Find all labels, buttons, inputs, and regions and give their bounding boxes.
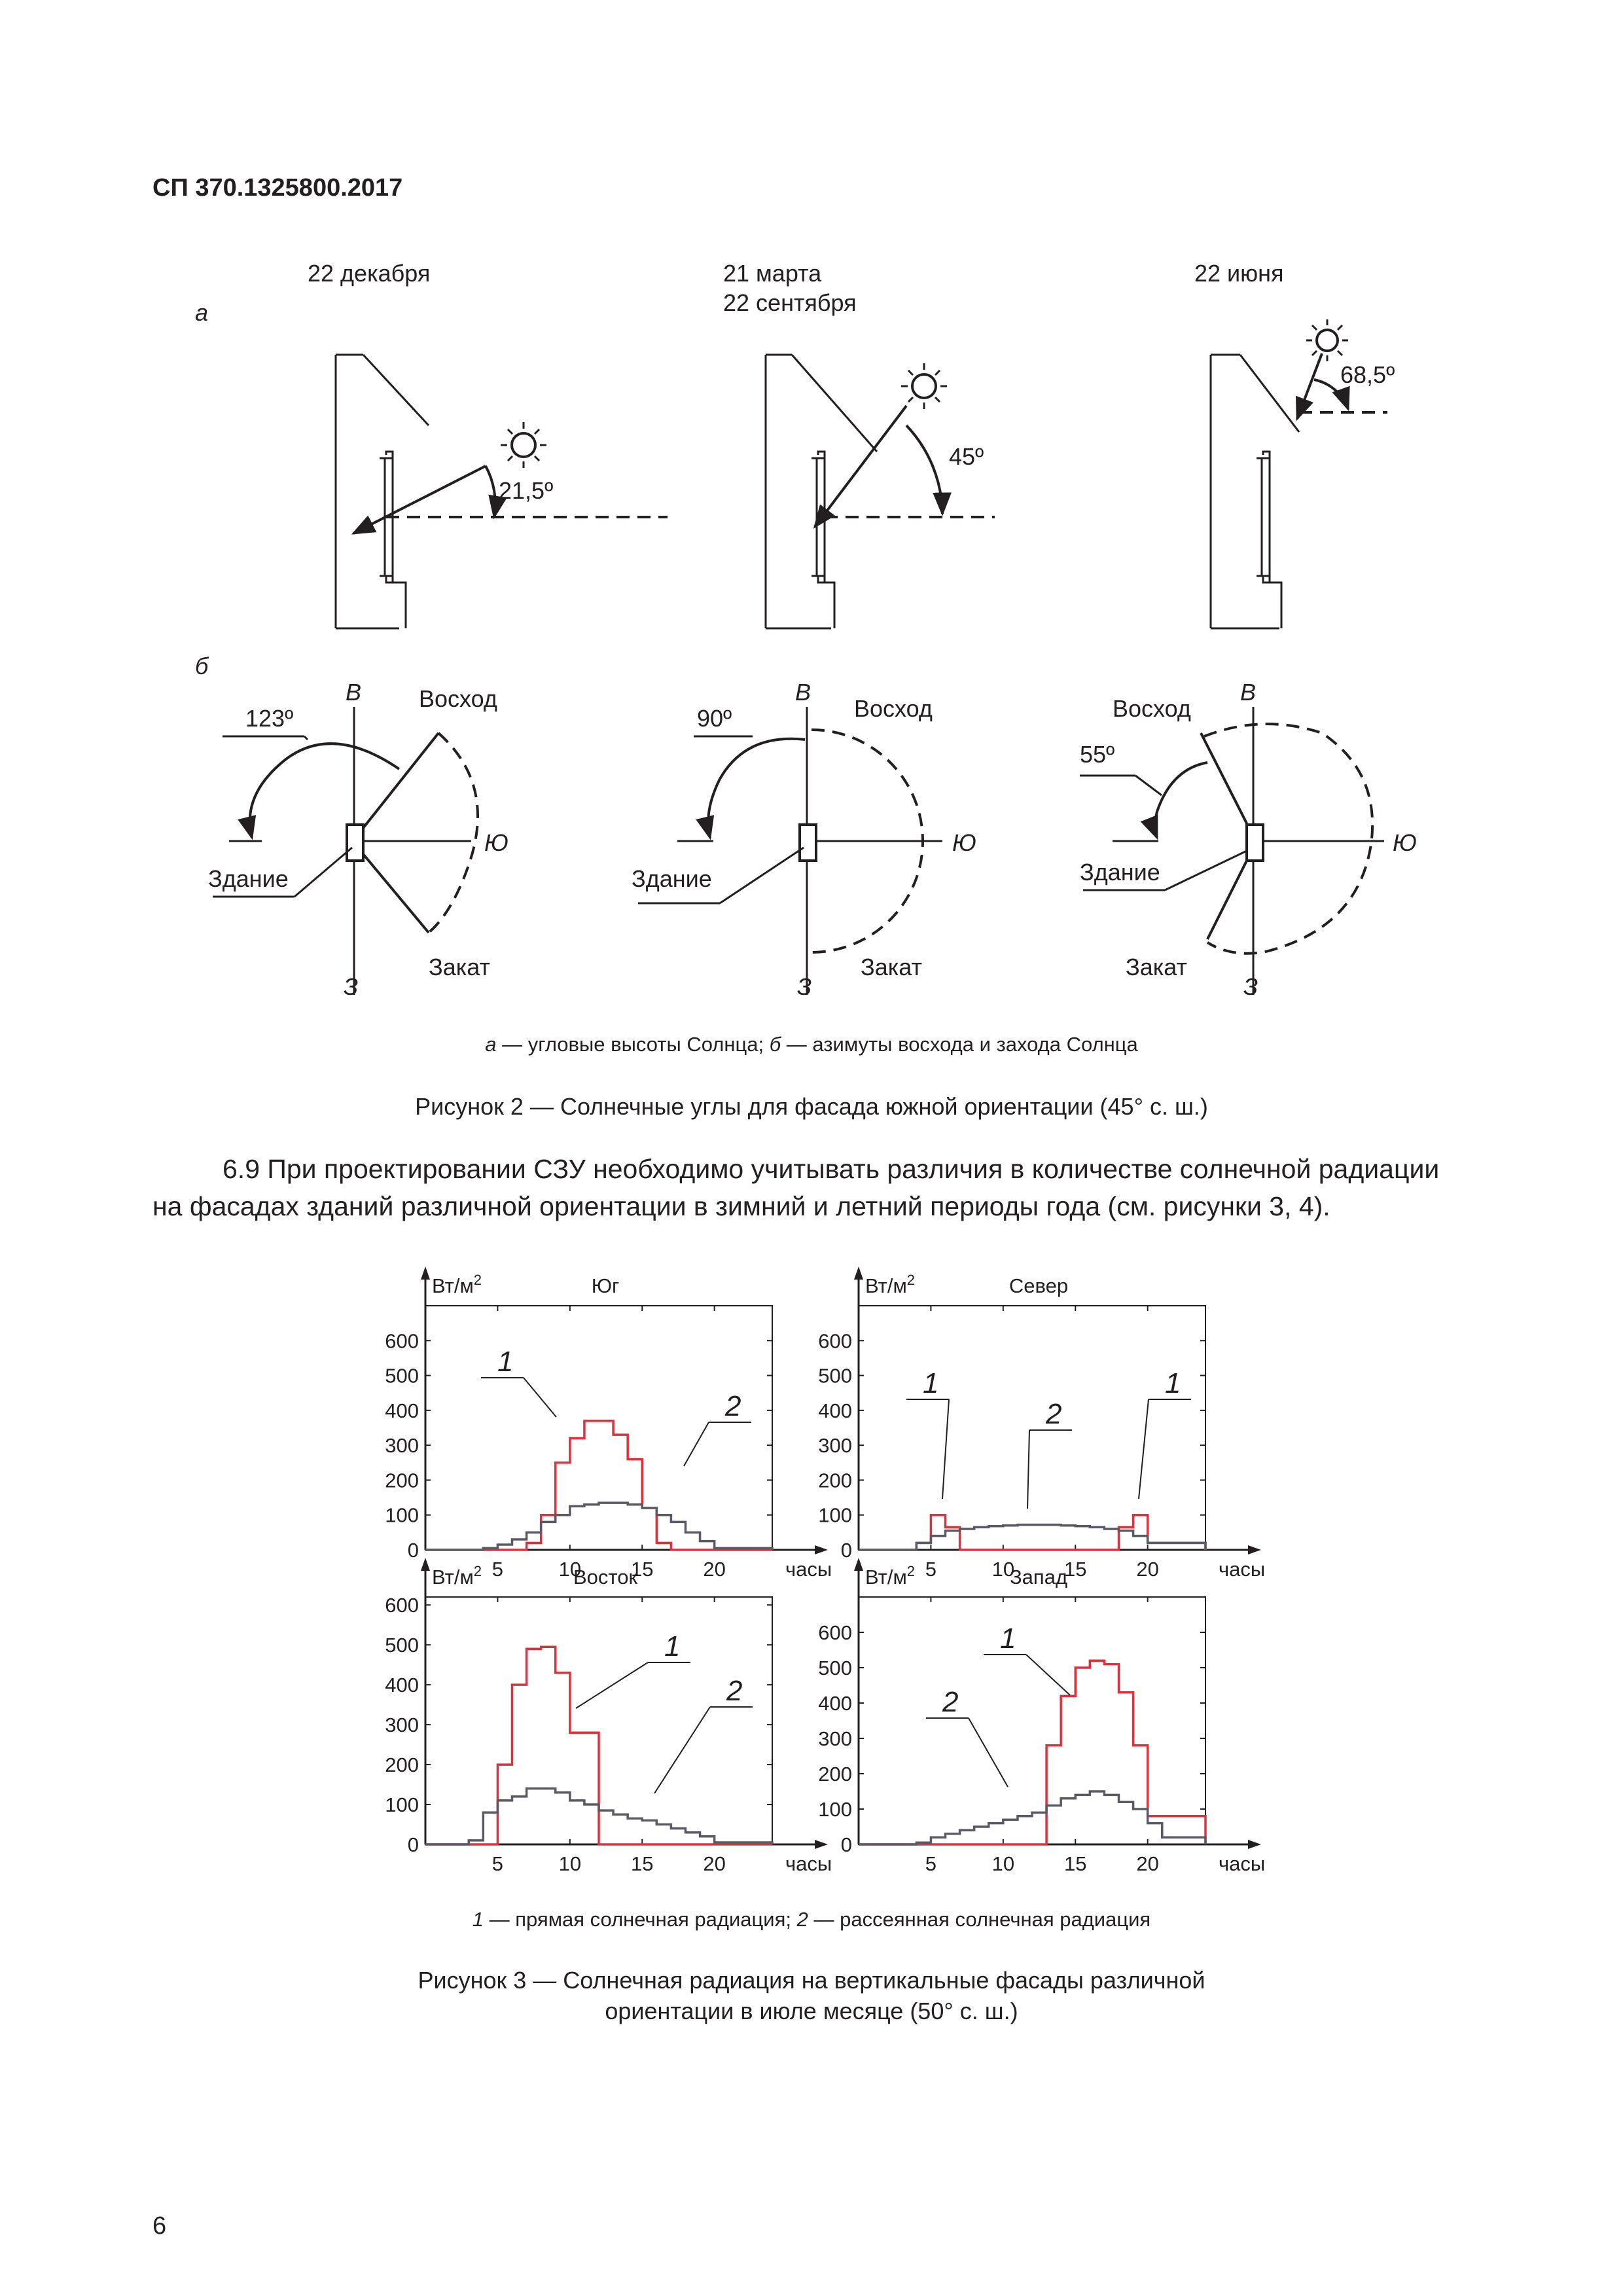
y-tick-label: 500 xyxy=(385,1364,419,1388)
x-unit-label: часы xyxy=(1219,1852,1266,1875)
x-tick-label: 20 xyxy=(1136,1852,1159,1875)
y-tick-label: 200 xyxy=(385,1469,419,1492)
angle-equinox: 45º xyxy=(949,443,984,470)
legend-a-label: а xyxy=(485,1033,497,1056)
y-tick-label: 300 xyxy=(818,1727,852,1750)
west-equinox: З xyxy=(797,973,812,1000)
y-tick-label: 600 xyxy=(385,1594,419,1617)
x-tick-label: 15 xyxy=(631,1852,654,1875)
date-sep: 22 сентября xyxy=(723,289,857,316)
callout-1-pointer xyxy=(1026,1655,1070,1695)
paragraph-line2: на фасадах зданий различной ориентации в зимний и летний периоды года (см. рисунки 3, 4). xyxy=(152,1191,1330,1221)
y-tick-label: 0 xyxy=(407,1539,419,1562)
sun-icon-equinox xyxy=(901,363,947,409)
legend-b-label: б xyxy=(769,1033,781,1056)
figure-3-charts xyxy=(0,1244,1623,1931)
series-2-line xyxy=(859,1525,1205,1550)
x-tick-label: 10 xyxy=(991,1852,1015,1875)
chart-0 xyxy=(385,1266,832,1581)
y-tick-label: 300 xyxy=(818,1434,852,1458)
sun-icon-jun xyxy=(1306,319,1348,361)
east-jun: В xyxy=(1240,679,1257,706)
x-tick-label: 20 xyxy=(703,1558,726,1581)
callout-1: 1 xyxy=(664,1630,681,1662)
x-tick-label: 10 xyxy=(558,1852,582,1875)
angle-dec: 21,5º xyxy=(499,477,554,504)
y-unit-label: $Вт/м^2$ xyxy=(432,1563,482,1588)
x-unit-label: часы xyxy=(1219,1558,1266,1581)
y-tick-label: 100 xyxy=(818,1503,852,1527)
date-mar: 21 марта xyxy=(723,260,822,287)
sun-icon-dec xyxy=(501,422,546,468)
x-tick-label: 15 xyxy=(1064,1558,1087,1581)
elevation-panel-equinox xyxy=(723,260,995,628)
y-arrow xyxy=(854,1558,863,1571)
y-tick-label: 600 xyxy=(818,1621,852,1644)
y-tick-label: 600 xyxy=(385,1329,419,1353)
azimuth-panel-equinox xyxy=(632,679,976,1000)
x-arrow xyxy=(815,1840,828,1849)
sunset-dec: Закат xyxy=(429,954,491,980)
chart-frame xyxy=(425,1306,772,1550)
callout-1: 1 xyxy=(923,1367,939,1399)
south-dec: Ю xyxy=(484,829,508,856)
x-tick-label: 5 xyxy=(925,1558,937,1581)
y-arrow xyxy=(854,1266,863,1280)
sunset-jun: Закат xyxy=(1126,954,1188,980)
y-tick-label: 500 xyxy=(818,1657,852,1679)
y-unit-sup: 2 xyxy=(906,1563,916,1579)
legend-2-text: — рассеянная солнечная радиация xyxy=(808,1908,1151,1931)
x-tick-label: 5 xyxy=(491,1558,504,1581)
chart-3 xyxy=(818,1558,1265,1875)
y-tick-label: 600 xyxy=(818,1329,852,1353)
y-arrow xyxy=(421,1558,430,1571)
sunrise-equinox: Восход xyxy=(854,695,933,722)
azimuth-panel-jun xyxy=(1080,679,1417,1000)
date-dec: 22 декабря xyxy=(308,260,431,287)
figure3-caption-1: Рисунок 3 — Солнечная радиация на вертикальные фасады различной xyxy=(418,1967,1205,1994)
figure2-legend xyxy=(0,1033,1623,1056)
document-header: СП 370.1325800.2017 xyxy=(152,174,403,202)
south-jun: Ю xyxy=(1393,829,1417,856)
legend-b-text: — азимуты восхода и захода Солнца xyxy=(781,1033,1138,1056)
west-dec: З xyxy=(344,973,359,1000)
elevation-panel-dec xyxy=(308,260,668,628)
figure3-legend xyxy=(0,1908,1623,1931)
callout-2-pointer xyxy=(654,1707,710,1793)
page-number: 6 xyxy=(152,2212,167,2240)
y-tick-label: 100 xyxy=(385,1503,419,1527)
series-1-line xyxy=(425,1647,772,1844)
figure-2 xyxy=(0,0,1623,1100)
legend-1-label: 1 xyxy=(472,1908,484,1931)
y-tick-label: 0 xyxy=(840,1539,852,1562)
series-2-line xyxy=(859,1791,1205,1844)
chart-2 xyxy=(385,1558,832,1875)
date-jun: 22 июня xyxy=(1194,260,1284,287)
west-jun: З xyxy=(1243,973,1258,1000)
series-1-line xyxy=(425,1421,772,1550)
az-angle-equinox: 90º xyxy=(697,705,732,732)
y-tick-label: 400 xyxy=(818,1692,852,1715)
y-tick-label: 400 xyxy=(818,1399,852,1422)
east-equinox: В xyxy=(795,679,812,706)
y-arrow xyxy=(421,1266,430,1280)
chart-title: Запад xyxy=(1009,1566,1068,1588)
az-angle-jun: 55º xyxy=(1080,741,1115,768)
legend-2-label: 2 xyxy=(796,1908,808,1931)
callout-2: 2 xyxy=(1046,1398,1062,1430)
y-tick-label: 100 xyxy=(385,1793,419,1817)
x-tick-label: 15 xyxy=(1064,1852,1087,1875)
paragraph-line1: 6.9 При проектировании СЗУ необходимо учитывать различия в количестве солнечной радиации xyxy=(223,1154,1440,1184)
y-tick-label: 0 xyxy=(840,1833,852,1856)
callout-1-pointer xyxy=(942,1399,949,1499)
y-tick-label: 200 xyxy=(818,1469,852,1492)
y-unit-label: $Вт/м^2$ xyxy=(865,1272,916,1297)
series-1-line xyxy=(859,1515,1205,1550)
y-tick-label: 200 xyxy=(385,1753,419,1777)
building-dec: Здание xyxy=(208,865,289,892)
chart-title: Юг xyxy=(591,1274,620,1297)
chart-frame xyxy=(859,1597,1205,1844)
east-dec: В xyxy=(346,679,362,706)
callout-2: 2 xyxy=(942,1686,959,1718)
callout-2-pointer xyxy=(969,1718,1008,1787)
x-unit-label: часы xyxy=(785,1558,832,1581)
callout-2-pointer xyxy=(684,1422,709,1466)
callout-2: 2 xyxy=(725,1390,741,1422)
building-equinox: Здание xyxy=(632,865,712,892)
x-tick-label: 10 xyxy=(991,1558,1015,1581)
y-unit-label: $Вт/м^2$ xyxy=(865,1563,916,1588)
y-unit-sup: 2 xyxy=(906,1272,916,1288)
y-tick-label: 400 xyxy=(385,1399,419,1422)
y-unit-sup: 2 xyxy=(473,1563,482,1579)
y-tick-label: 200 xyxy=(818,1763,852,1785)
x-arrow xyxy=(1248,1545,1261,1554)
y-unit-label: $Вт/м^2$ xyxy=(432,1272,482,1297)
sunrise-dec: Восход xyxy=(419,685,497,712)
x-unit-label: часы xyxy=(785,1852,832,1875)
y-unit-sup: 2 xyxy=(473,1272,482,1288)
sunrise-jun: Восход xyxy=(1113,695,1191,722)
az-angle-dec: 123º xyxy=(245,705,294,732)
elevation-panel-jun xyxy=(1194,260,1395,628)
y-tick-label: 500 xyxy=(818,1364,852,1388)
legend-a-text: — угловые высоты Солнца; xyxy=(496,1033,770,1056)
x-arrow xyxy=(815,1545,828,1554)
figure3-caption-2: ориентации в июле месяце (50° с. ш.) xyxy=(605,1998,1018,2024)
y-tick-label: 300 xyxy=(385,1713,419,1737)
figure2-caption: Рисунок 2 — Солнечные углы для фасада южной ориентации (45° с. ш.) xyxy=(415,1093,1208,1120)
x-tick-label: 10 xyxy=(558,1558,582,1581)
callout-2-pointer xyxy=(1027,1430,1029,1509)
callout-1: 1 xyxy=(497,1346,514,1378)
y-tick-label: 100 xyxy=(818,1798,852,1821)
label-b: б xyxy=(195,653,209,679)
y-tick-label: 500 xyxy=(385,1634,419,1657)
sunset-equinox: Закат xyxy=(861,954,923,980)
south-equinox: Ю xyxy=(952,829,976,856)
callout-1: 1 xyxy=(1000,1623,1016,1655)
series-2-line xyxy=(425,1503,772,1550)
callout-1b-pointer xyxy=(1139,1399,1149,1499)
y-tick-label: 300 xyxy=(385,1434,419,1458)
angle-jun: 68,5º xyxy=(1340,361,1395,388)
y-tick-label: 0 xyxy=(407,1833,419,1856)
x-tick-label: 20 xyxy=(1136,1558,1159,1581)
legend-1-text: — прямая солнечная радиация; xyxy=(484,1908,797,1931)
x-tick-label: 15 xyxy=(631,1558,654,1581)
x-arrow xyxy=(1248,1840,1261,1849)
chart-frame xyxy=(859,1306,1205,1550)
callout-1b: 1 xyxy=(1165,1367,1181,1399)
azimuth-panel-dec xyxy=(208,679,508,1000)
chart-title: Север xyxy=(1008,1274,1069,1297)
x-tick-label: 5 xyxy=(925,1852,937,1875)
y-tick-label: 400 xyxy=(385,1674,419,1697)
chart-title: Восток xyxy=(573,1566,638,1588)
x-tick-label: 5 xyxy=(491,1852,504,1875)
callout-1-pointer xyxy=(576,1662,648,1708)
callout-1-pointer xyxy=(524,1378,556,1417)
chart-1 xyxy=(818,1266,1265,1581)
label-a: а xyxy=(195,299,209,326)
callout-2: 2 xyxy=(726,1675,743,1707)
x-tick-label: 20 xyxy=(703,1852,726,1875)
building-jun: Здание xyxy=(1080,859,1160,886)
